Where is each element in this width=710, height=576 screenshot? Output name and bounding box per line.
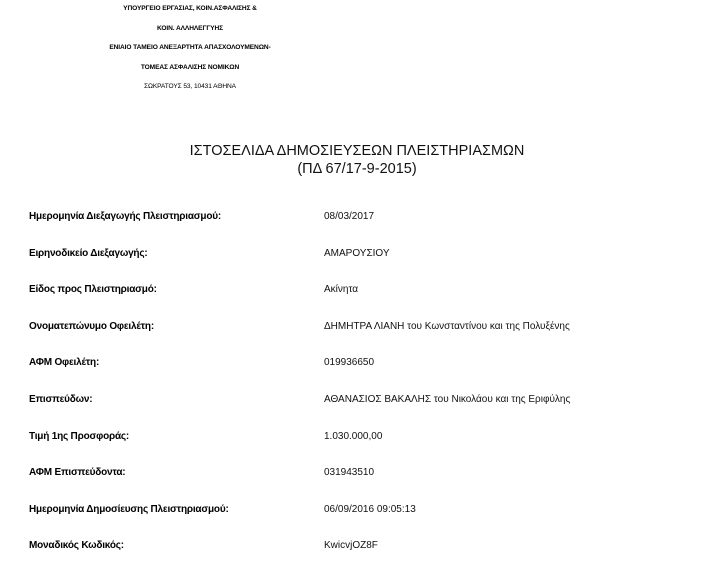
field-value: 1.030.000,00: [324, 430, 383, 442]
field-creditor: [29, 393, 699, 430]
letterhead-fund-line: ΕΝΙΑΙΟ ΤΑΜΕΙΟ ΑΝΕΞΑΡΤΗΤΑ ΑΠΑΣΧΟΛΟΥΜΕΝΩΝ-: [109, 44, 271, 51]
field-first-offer-price: [29, 430, 699, 467]
field-auction-date: [29, 210, 699, 247]
field-value: KwicvjOZ8F: [324, 540, 378, 552]
field-label: Μοναδικός Κωδικός:: [29, 540, 124, 552]
page-title: [0, 142, 710, 178]
auction-details: [29, 210, 699, 576]
field-value: 06/09/2016 09:05:13: [324, 503, 416, 515]
field-label: Επισπεύδων:: [29, 393, 93, 405]
field-value: ΑΘΑΝΑΣΙΟΣ ΒΑΚΑΛΗΣ του Νικολάου και της Εριφύλης: [324, 393, 571, 405]
field-label: ΑΦΜ Οφειλέτη:: [29, 357, 100, 369]
field-value: ΑΜΑΡΟΥΣΙΟΥ: [324, 247, 390, 259]
field-label: Είδος προς Πλειστηριασμό:: [29, 284, 157, 296]
field-value: 019936650: [324, 357, 375, 369]
field-value: 08/03/2017: [324, 211, 375, 222]
letterhead-sector-line: ΤΟΜΕΑΣ ΑΣΦΑΛΙΣΗΣ ΝΟΜΙΚΩΝ: [140, 63, 240, 71]
field-creditor-tax-id: [29, 466, 699, 503]
letterhead-ministry-line: ΚΟΙΝ. ΑΛΛΗΛΕΓΓΥΗΣ: [156, 24, 224, 32]
field-label: Ημερομηνία Διεξαγωγής Πλειστηριασμού:: [29, 211, 221, 222]
page-title-decree: (ΠΔ 67/17-9-2015): [297, 161, 417, 177]
letterhead-ministry-line: ΥΠΟΥΡΓΕΙΟ ΕΡΓΑΣΙΑΣ, ΚΟΙΝ.ΑΣΦΑΛΙΣΗΣ &: [123, 5, 257, 12]
field-debtor-name: [29, 320, 699, 357]
field-label: Ονοματεπώνυμο Οφειλέτη:: [29, 320, 154, 332]
field-auction-type: [29, 283, 699, 320]
field-debtor-tax-id: [29, 356, 699, 393]
page-title-main: ΙΣΤΟΣΕΛΙΔΑ ΔΗΜΟΣΙΕΥΣΕΩΝ ΠΛΕΙΣΤΗΡΙΑΣΜΩΝ: [189, 143, 525, 159]
field-value: Ακίνητα: [324, 284, 359, 296]
field-label: Ειρηνοδικείο Διεξαγωγής:: [29, 247, 148, 259]
letterhead-address: ΣΩΚΡΑΤΟΥΣ 53, 10431 ΑΘΗΝΑ: [144, 83, 236, 90]
field-label: ΑΦΜ Επισπεύδοντα:: [29, 467, 126, 479]
field-value: 031943510: [324, 467, 375, 479]
field-value: ΔΗΜΗΤΡΑ ΛΙΑΝΗ του Κωνσταντίνου και της Πολυξένης: [324, 320, 570, 332]
field-court: [29, 247, 699, 284]
letterhead: [60, 4, 320, 102]
field-label: Ημερομηνία Δημοσίευσης Πλειστηριασμού:: [29, 503, 229, 515]
field-publication-date: [29, 503, 699, 540]
field-unique-code: [29, 539, 699, 576]
field-label: Τιμή 1ης Προσφοράς:: [29, 430, 130, 442]
